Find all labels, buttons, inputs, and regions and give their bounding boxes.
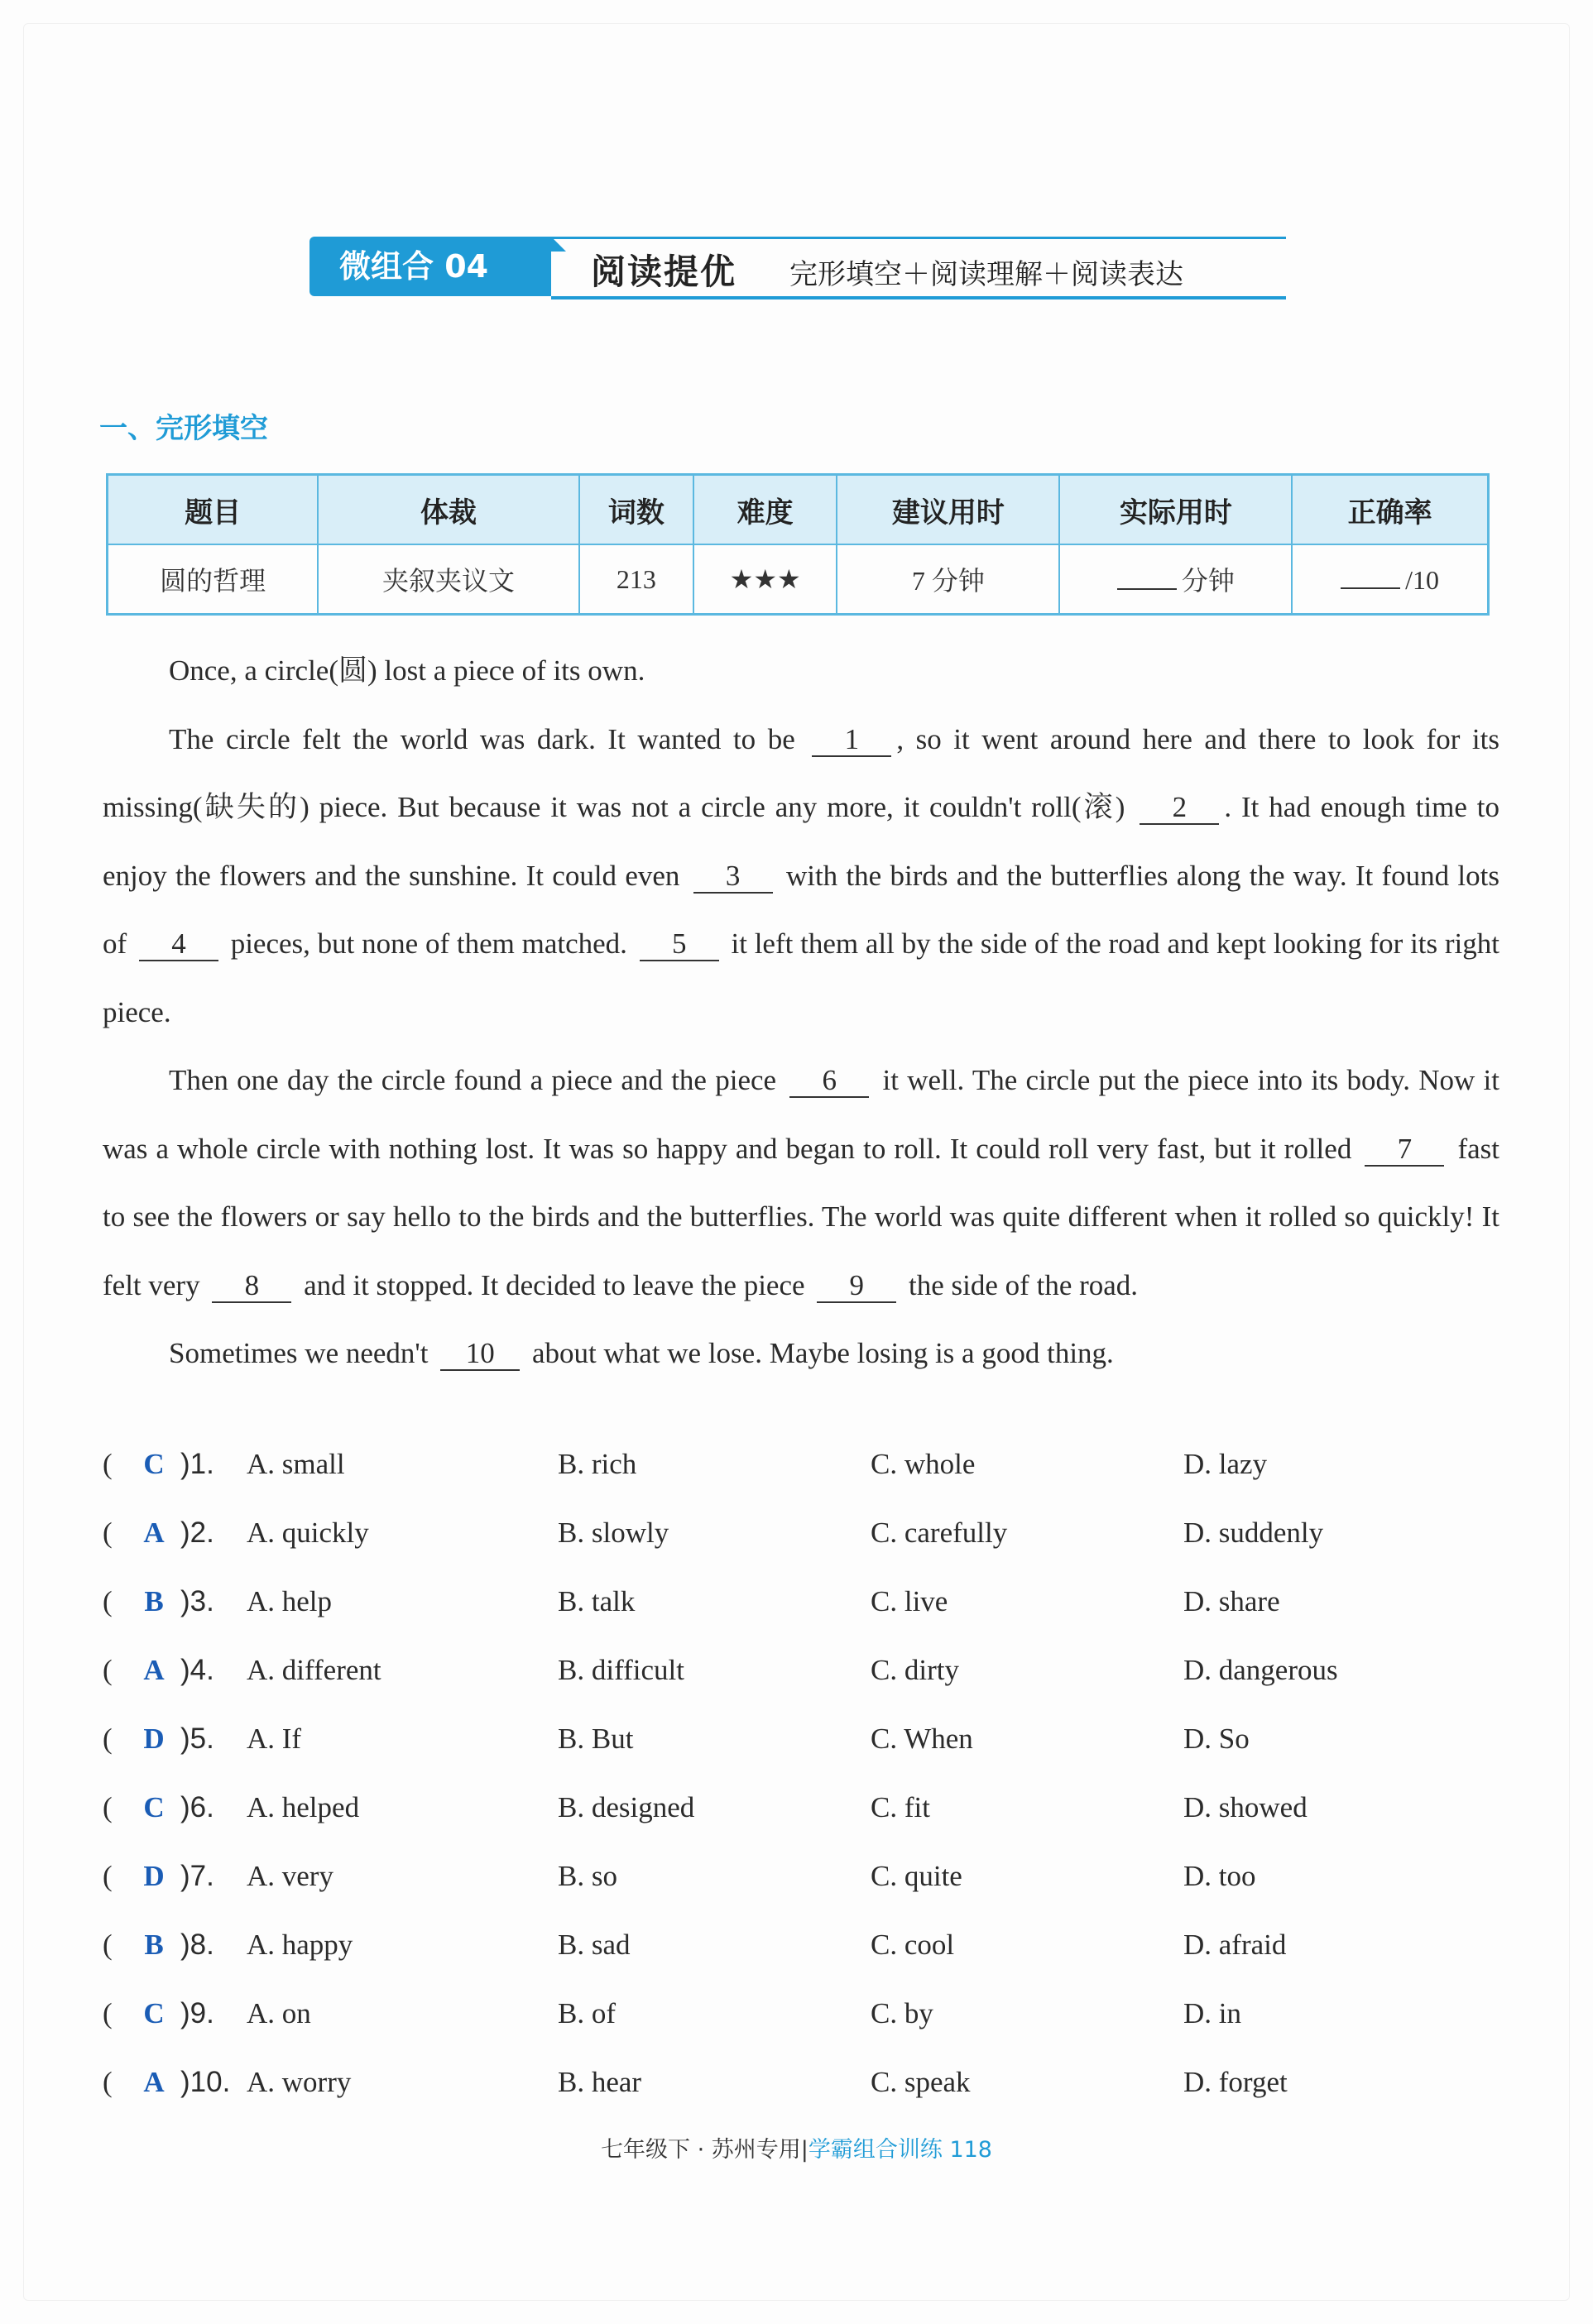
- option-b[interactable]: B. of: [558, 1997, 616, 2029]
- question-row: [103, 1791, 1499, 1860]
- text-fragment: , so it went around here and there to look for its missing(缺失的) piece. But because it was not a circle any more, it couldn't roll(滚): [103, 722, 1499, 823]
- option-a[interactable]: A. different: [247, 1654, 381, 1686]
- question-number: )5.: [180, 1723, 214, 1755]
- passage-paragraph-2: [103, 706, 1499, 1047]
- th-difficulty: 难度: [693, 475, 837, 545]
- option-c[interactable]: C. fit: [871, 1791, 930, 1823]
- gap-6[interactable]: 6: [789, 1065, 869, 1098]
- option-b[interactable]: B. difficult: [558, 1654, 684, 1686]
- gap-10[interactable]: 10: [440, 1338, 520, 1371]
- option-b[interactable]: B. designed: [558, 1791, 695, 1823]
- open-paren: (: [103, 1860, 113, 1892]
- open-paren: (: [103, 1791, 113, 1823]
- info-table-row: [108, 544, 1489, 615]
- question-number: )9.: [180, 1997, 214, 2029]
- page-number: 118: [949, 2137, 992, 2163]
- answer-mark[interactable]: D: [143, 1860, 165, 1892]
- option-c[interactable]: C. speak: [871, 2066, 971, 2098]
- passage-paragraph-1: Once, a circle(圆) lost a piece of its own.: [169, 654, 645, 687]
- answer-mark[interactable]: C: [143, 1791, 165, 1823]
- option-c[interactable]: C. live: [871, 1585, 948, 1617]
- th-actual-time: 实际用时: [1059, 475, 1292, 545]
- option-b[interactable]: B. talk: [558, 1585, 636, 1617]
- gap-7[interactable]: 7: [1365, 1133, 1444, 1167]
- footer-grade: 七年级下 · 苏州专用: [601, 2137, 801, 2163]
- question-number: )1.: [180, 1448, 214, 1480]
- open-paren: (: [103, 1723, 113, 1755]
- option-b[interactable]: B. so: [558, 1860, 617, 1892]
- banner-subtitle: 完形填空＋阅读理解＋阅读表达: [789, 258, 1183, 291]
- actual-time-unit: 分钟: [1181, 566, 1235, 596]
- option-d[interactable]: D. too: [1183, 1860, 1256, 1892]
- text-fragment: it left them all by the side of the road and kept looking for its right piece.: [103, 927, 1500, 1028]
- option-d[interactable]: D. suddenly: [1183, 1517, 1324, 1549]
- info-table-header-row: [108, 475, 1489, 545]
- option-a[interactable]: A. small: [247, 1448, 345, 1480]
- option-a[interactable]: A. worry: [247, 2066, 352, 2098]
- th-suggested-time: 建议用时: [837, 475, 1059, 545]
- accuracy-total: /10: [1405, 565, 1440, 595]
- option-a[interactable]: A. on: [247, 1997, 311, 2029]
- section-title: 一、完形填空: [99, 412, 268, 445]
- question-row: [103, 1860, 1499, 1929]
- option-b[interactable]: B. But: [558, 1723, 634, 1755]
- option-b[interactable]: B. hear: [558, 2066, 642, 2098]
- question-number: )8.: [180, 1929, 214, 1961]
- option-a[interactable]: A. If: [247, 1723, 302, 1755]
- option-d[interactable]: D. showed: [1183, 1791, 1308, 1823]
- question-row: [103, 1723, 1499, 1791]
- page-footer: [0, 2131, 1593, 2163]
- question-row: [103, 1448, 1499, 1517]
- option-d[interactable]: D. lazy: [1183, 1448, 1268, 1480]
- text-fragment: and it stopped. It decided to leave the piece: [296, 1268, 813, 1301]
- option-c[interactable]: C. When: [871, 1723, 973, 1755]
- option-a[interactable]: A. happy: [247, 1929, 353, 1961]
- option-d[interactable]: D. So: [1183, 1723, 1250, 1755]
- question-number: )3.: [180, 1585, 214, 1617]
- cloze-passage: [103, 637, 1499, 1388]
- passage-paragraph-4: [103, 1320, 1499, 1388]
- answer-mark[interactable]: C: [143, 1448, 165, 1480]
- question-options: [103, 1448, 1499, 2135]
- td-accuracy[interactable]: [1292, 544, 1488, 615]
- option-c[interactable]: C. dirty: [871, 1654, 959, 1686]
- question-number: )4.: [180, 1654, 214, 1686]
- td-actual-time[interactable]: [1059, 544, 1292, 615]
- info-table: [106, 473, 1490, 616]
- option-d[interactable]: D. forget: [1183, 2066, 1288, 2098]
- gap-8[interactable]: 8: [212, 1270, 291, 1303]
- option-d[interactable]: D. afraid: [1183, 1929, 1287, 1961]
- th-topic: 题目: [108, 475, 319, 545]
- answer-mark[interactable]: A: [143, 2066, 165, 2098]
- answer-mark[interactable]: A: [143, 1517, 165, 1549]
- td-difficulty: ★★★: [693, 544, 837, 615]
- text-fragment: The circle felt the world was dark. It wanted to be: [169, 722, 808, 755]
- option-a[interactable]: A. helped: [247, 1791, 360, 1823]
- answer-mark[interactable]: B: [144, 1585, 164, 1617]
- section-banner: [309, 233, 1286, 299]
- text-fragment: with the birds and the butterflies along the way. It found lots of: [103, 859, 1499, 960]
- text-fragment: . It had enough time to enjoy the flowers and the sunshine. It could even: [103, 791, 1499, 892]
- option-d[interactable]: D. in: [1183, 1997, 1241, 2029]
- text-fragment: the side of the road.: [901, 1268, 1139, 1301]
- question-number: )6.: [180, 1791, 214, 1823]
- passage-paragraph-3: [103, 1047, 1499, 1320]
- question-row: [103, 1585, 1499, 1654]
- accuracy-blank[interactable]: [1341, 563, 1400, 589]
- text-fragment: pieces, but none of them matched.: [223, 927, 635, 960]
- question-number: )2.: [180, 1517, 214, 1549]
- text-fragment: Sometimes we needn't: [169, 1337, 436, 1369]
- text-fragment: Then one day the circle found a piece and the piece: [169, 1064, 785, 1096]
- open-paren: (: [103, 1654, 113, 1686]
- actual-time-blank[interactable]: [1117, 563, 1177, 590]
- banner-tag: 微组合 04: [309, 237, 551, 296]
- option-b[interactable]: B. sad: [558, 1929, 631, 1961]
- td-topic: 圆的哲理: [108, 544, 319, 615]
- option-c[interactable]: C. whole: [871, 1448, 976, 1480]
- gap-1[interactable]: 1: [812, 724, 891, 757]
- text-fragment: it well. The circle put the piece into its body. Now it was a whole circle with nothing lost. It was so happy and began to roll. It could roll very fast, but it rolled: [103, 1064, 1499, 1165]
- question-row: [103, 1997, 1499, 2066]
- option-a[interactable]: A. quickly: [247, 1517, 369, 1549]
- td-genre: 夹叙夹议文: [318, 544, 578, 615]
- option-d[interactable]: D. dangerous: [1183, 1654, 1338, 1686]
- banner-top-rule: [551, 237, 1286, 239]
- footer-divider: |: [800, 2137, 808, 2163]
- question-row: [103, 2066, 1499, 2135]
- open-paren: (: [103, 2066, 113, 2098]
- option-b[interactable]: B. rich: [558, 1448, 637, 1480]
- open-paren: (: [103, 1585, 113, 1617]
- question-row: [103, 1654, 1499, 1723]
- gap-5[interactable]: 5: [640, 928, 719, 961]
- td-words: 213: [579, 544, 693, 615]
- option-c[interactable]: C. quite: [871, 1860, 962, 1892]
- question-row: [103, 1517, 1499, 1585]
- footer-brand: 学霸组合训练: [808, 2137, 943, 2163]
- text-fragment: fast to see the flowers or say hello to the birds and the butterflies. The world was quite different when it rolled so quickly! It felt very: [103, 1132, 1499, 1301]
- th-genre: 体裁: [318, 475, 578, 545]
- answer-mark[interactable]: B: [144, 1929, 164, 1961]
- answer-mark[interactable]: C: [143, 1997, 165, 2029]
- open-paren: (: [103, 1448, 113, 1480]
- open-paren: (: [103, 1517, 113, 1549]
- gap-3[interactable]: 3: [693, 860, 773, 894]
- td-suggested-time: 7 分钟: [837, 544, 1059, 615]
- question-number: )7.: [180, 1860, 214, 1892]
- th-accuracy: 正确率: [1292, 475, 1488, 545]
- option-c[interactable]: C. by: [871, 1997, 933, 2029]
- answer-mark[interactable]: D: [143, 1723, 165, 1755]
- option-c[interactable]: C. cool: [871, 1929, 955, 1961]
- banner-title: 阅读提优: [591, 252, 737, 292]
- option-a[interactable]: A. help: [247, 1585, 333, 1617]
- gap-9[interactable]: 9: [817, 1270, 896, 1303]
- question-row: [103, 1929, 1499, 1997]
- option-b[interactable]: B. slowly: [558, 1517, 669, 1549]
- option-c[interactable]: C. carefully: [871, 1517, 1008, 1549]
- question-number: )10.: [180, 2066, 231, 2098]
- answer-mark[interactable]: A: [143, 1654, 165, 1686]
- open-paren: (: [103, 1929, 113, 1961]
- option-d[interactable]: D. share: [1183, 1585, 1280, 1617]
- open-paren: (: [103, 1997, 113, 2029]
- text-fragment: about what we lose. Maybe losing is a good thing.: [525, 1337, 1114, 1369]
- th-words: 词数: [579, 475, 693, 545]
- option-a[interactable]: A. very: [247, 1860, 333, 1892]
- gap-2[interactable]: 2: [1140, 792, 1219, 825]
- banner-bottom-rule: [551, 296, 1286, 299]
- gap-4[interactable]: 4: [139, 928, 218, 961]
